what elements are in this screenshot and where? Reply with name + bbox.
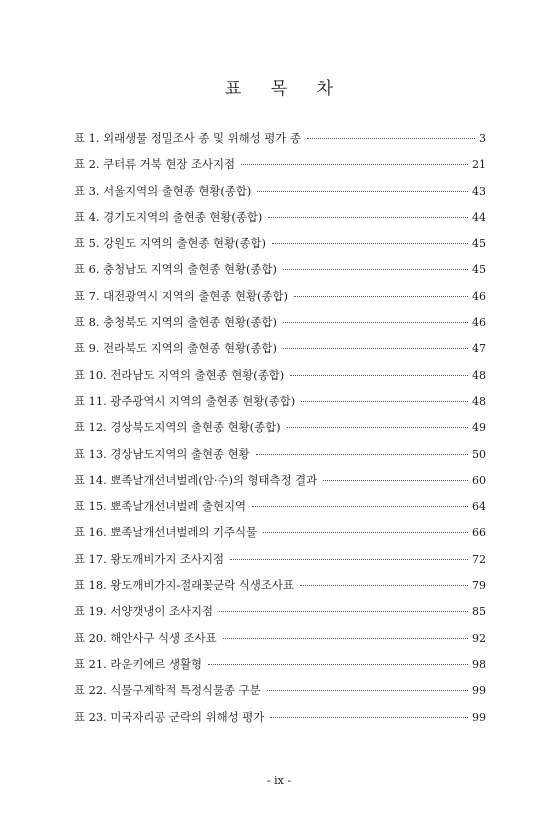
dot-leader <box>323 480 468 481</box>
dot-leader <box>270 717 468 718</box>
toc-entry-19[interactable] <box>74 603 486 629</box>
page-number: - ix - <box>266 774 292 787</box>
toc-entry-label: 표 22. 식물구계학적 특정식물종 구분 <box>74 683 261 698</box>
toc-entry-6[interactable] <box>74 261 486 287</box>
toc-entry-page: 44 <box>472 210 486 224</box>
dot-leader <box>223 638 468 639</box>
toc-entry-page: 99 <box>472 684 486 698</box>
toc-entry-label: 표 8. 충청북도 지역의 출현종 현황(종합) <box>74 315 277 330</box>
toc-entry-label: 표 7. 대전광역시 지역의 출현종 현황(종합) <box>74 288 288 303</box>
toc-entry-label: 표 5. 강원도 지역의 출현종 현황(종합) <box>74 236 266 251</box>
toc-entry-page: 72 <box>472 552 486 566</box>
toc-entry-14[interactable] <box>74 472 486 498</box>
dot-leader <box>241 164 468 165</box>
dot-leader <box>301 401 468 402</box>
toc-entry-page: 49 <box>472 421 486 435</box>
dot-leader <box>294 296 468 297</box>
dot-leader <box>283 348 468 349</box>
toc-entry-label: 표 17. 왕도깨비가지 조사지점 <box>74 551 225 566</box>
toc-entry-label: 표 12. 경상북도지역의 출현종 현황(종합) <box>74 420 281 435</box>
toc-entry-page: 21 <box>472 158 486 172</box>
toc-entry-label: 표 10. 전라남도 지역의 출현종 현황(종합) <box>74 367 285 382</box>
toc-entry-5[interactable] <box>74 235 486 261</box>
dot-leader <box>300 585 468 586</box>
toc-entry-1[interactable] <box>74 130 486 156</box>
toc-entry-20[interactable] <box>74 630 486 656</box>
page-title: 표 목 차 <box>224 79 346 99</box>
dot-leader <box>208 664 468 665</box>
dot-leader <box>268 217 468 218</box>
toc-entry-page: 45 <box>472 237 486 251</box>
dot-leader <box>256 454 468 455</box>
dot-leader <box>272 243 468 244</box>
toc-entry-label: 표 6. 충청남도 지역의 출현종 현황(종합) <box>74 262 277 277</box>
toc-entry-13[interactable] <box>74 446 486 472</box>
toc-entry-page: 92 <box>472 631 486 645</box>
toc-entry-18[interactable] <box>74 577 486 603</box>
toc-entry-10[interactable] <box>74 367 486 393</box>
toc-entry-page: 60 <box>472 473 486 487</box>
toc-entry-page: 66 <box>472 526 486 540</box>
dot-leader <box>257 191 468 192</box>
toc-entry-2[interactable] <box>74 156 486 182</box>
toc-entry-label: 표 18. 왕도깨비가지-절래꽃군락 식생조사표 <box>74 578 294 593</box>
dot-leader <box>307 138 475 139</box>
toc-entry-page: 79 <box>472 579 486 593</box>
toc-entry-3[interactable] <box>74 183 486 209</box>
toc-entry-page: 85 <box>472 605 486 619</box>
toc-entry-12[interactable] <box>74 419 486 445</box>
toc-entry-label: 표 13. 경상남도지역의 출현종 현황 <box>74 446 250 461</box>
toc-entry-page: 46 <box>472 316 486 330</box>
toc-entry-8[interactable] <box>74 314 486 340</box>
toc-entry-4[interactable] <box>74 209 486 235</box>
toc-entry-label: 표 14. 뾰족날개선녀벌레(암·수)의 형태측정 결과 <box>74 472 318 487</box>
dot-leader <box>267 690 468 691</box>
toc-entry-page: 48 <box>472 394 486 408</box>
dot-leader <box>287 427 468 428</box>
toc-entry-page: 43 <box>472 184 486 198</box>
toc-entry-page: 46 <box>472 289 486 303</box>
toc-entry-label: 표 19. 서양갯냉이 조사지점 <box>74 604 214 619</box>
dot-leader <box>252 506 468 507</box>
toc-entry-page: 98 <box>472 657 486 671</box>
table-of-contents-list <box>74 130 486 735</box>
toc-entry-16[interactable] <box>74 524 486 550</box>
dot-leader <box>283 269 468 270</box>
toc-entry-22[interactable] <box>74 682 486 708</box>
toc-entry-9[interactable] <box>74 340 486 366</box>
toc-entry-label: 표 21. 라운키에르 생활형 <box>74 656 203 671</box>
toc-entry-page: 50 <box>472 447 486 461</box>
toc-entry-17[interactable] <box>74 551 486 577</box>
toc-entry-page: 45 <box>472 263 486 277</box>
toc-entry-label: 표 3. 서울지역의 출현종 현황(종합) <box>74 183 252 198</box>
toc-entry-label: 표 15. 뾰족날개선녀벌레 출현지역 <box>74 499 247 514</box>
toc-entry-label: 표 2. 쿠터류 거북 현장 조사지점 <box>74 157 236 172</box>
toc-entry-label: 표 16. 뾰족날개선녀벌레의 기주식물 <box>74 525 258 540</box>
toc-entry-label: 표 23. 미국자리공 군락의 위해성 평가 <box>74 709 265 724</box>
dot-leader <box>263 532 468 533</box>
toc-entry-15[interactable] <box>74 498 486 524</box>
toc-entry-label: 표 9. 전라북도 지역의 출현종 현황(종합) <box>74 341 277 356</box>
dot-leader <box>230 559 468 560</box>
toc-entry-page: 64 <box>472 500 486 514</box>
toc-entry-label: 표 11. 광주광역시 지역의 출현종 현황(종합) <box>74 393 296 408</box>
toc-entry-7[interactable] <box>74 288 486 314</box>
dot-leader <box>283 322 468 323</box>
toc-entry-page: 48 <box>472 368 486 382</box>
toc-entry-11[interactable] <box>74 393 486 419</box>
toc-entry-21[interactable] <box>74 656 486 682</box>
toc-entry-label: 표 20. 해안사구 식생 조사표 <box>74 630 217 645</box>
toc-entry-page: 3 <box>479 132 486 145</box>
dot-leader <box>290 375 468 376</box>
toc-entry-label: 표 4. 경기도지역의 출현종 현황(종합) <box>74 209 263 224</box>
toc-entry-label: 표 1. 외래생물 정밀조사 종 및 위해성 평가 종 <box>74 131 301 145</box>
toc-entry-page: 99 <box>472 710 486 724</box>
toc-entry-23[interactable] <box>74 709 486 735</box>
dot-leader <box>219 611 468 612</box>
toc-entry-page: 47 <box>472 342 486 356</box>
